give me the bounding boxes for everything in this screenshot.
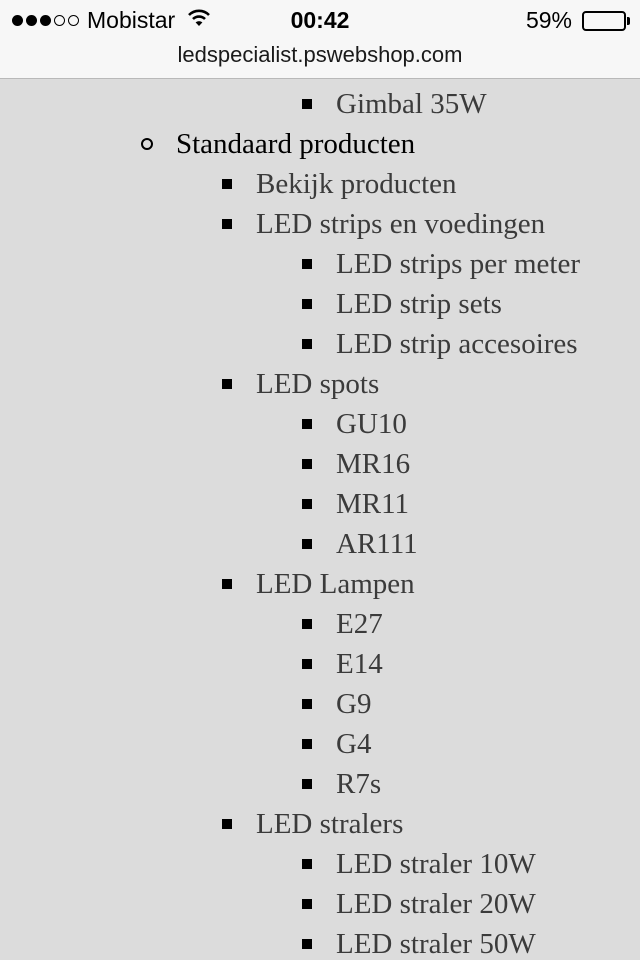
menu-item-label[interactable]: LED strips per meter (336, 248, 581, 280)
square-bullet-icon (302, 619, 312, 629)
menu-item-label[interactable]: LED strip accesoires (336, 328, 578, 360)
menu-item-label[interactable]: LED stralers (256, 808, 404, 840)
menu-item-label[interactable]: MR16 (336, 448, 411, 480)
square-bullet-icon (302, 339, 312, 349)
square-bullet-icon (222, 379, 232, 389)
square-bullet-icon (222, 579, 232, 589)
url-text[interactable]: ledspecialist.pswebshop.com (177, 42, 463, 67)
status-bar (0, 0, 640, 40)
menu-item-label[interactable]: LED straler 20W (336, 888, 536, 920)
menu-item-label[interactable]: Gimbal 35W (336, 88, 487, 120)
square-bullet-icon (302, 939, 312, 949)
square-bullet-icon (222, 219, 232, 229)
menu-item-label[interactable]: E14 (336, 648, 383, 680)
menu-item-label[interactable]: LED strip sets (336, 288, 502, 320)
menu-item-label[interactable]: G4 (336, 728, 372, 760)
menu-item-label[interactable]: LED straler 10W (336, 848, 536, 880)
clock: 00:42 (290, 7, 350, 33)
square-bullet-icon (302, 299, 312, 309)
square-bullet-icon (302, 859, 312, 869)
square-bullet-icon (302, 899, 312, 909)
square-bullet-icon (222, 819, 232, 829)
square-bullet-icon (222, 179, 232, 189)
menu-item-label[interactable]: Standaard producten (176, 128, 416, 160)
square-bullet-icon (302, 659, 312, 669)
battery-percent: 59% (525, 7, 572, 33)
menu-item-label[interactable]: G9 (336, 688, 372, 720)
square-bullet-icon (302, 99, 312, 109)
carrier-name: Mobistar (87, 7, 176, 33)
square-bullet-icon (302, 739, 312, 749)
category-menu (0, 79, 640, 960)
square-bullet-icon (302, 419, 312, 429)
square-bullet-icon (302, 459, 312, 469)
square-bullet-icon (302, 259, 312, 269)
menu-item-label[interactable]: E27 (336, 608, 383, 640)
status-right (526, 7, 630, 34)
menu-item-label[interactable]: LED straler 50W (336, 928, 536, 960)
square-bullet-icon (302, 699, 312, 709)
menu-item-label[interactable]: GU10 (336, 408, 407, 440)
menu-item-label[interactable]: LED Lampen (256, 568, 415, 600)
circle-bullet-icon (141, 138, 153, 150)
menu-item-label[interactable]: MR11 (336, 488, 410, 520)
square-bullet-icon (302, 779, 312, 789)
menu-item-label[interactable]: LED strips en voedingen (256, 208, 546, 240)
menu-item-label[interactable]: AR111 (336, 528, 418, 560)
menu-item-label[interactable]: Bekijk producten (256, 168, 457, 200)
menu-item-label[interactable]: R7s (336, 768, 382, 800)
square-bullet-icon (302, 539, 312, 549)
address-bar[interactable] (0, 40, 640, 79)
battery-icon (582, 11, 630, 31)
menu-item-label[interactable]: LED spots (256, 368, 380, 400)
square-bullet-icon (302, 499, 312, 509)
